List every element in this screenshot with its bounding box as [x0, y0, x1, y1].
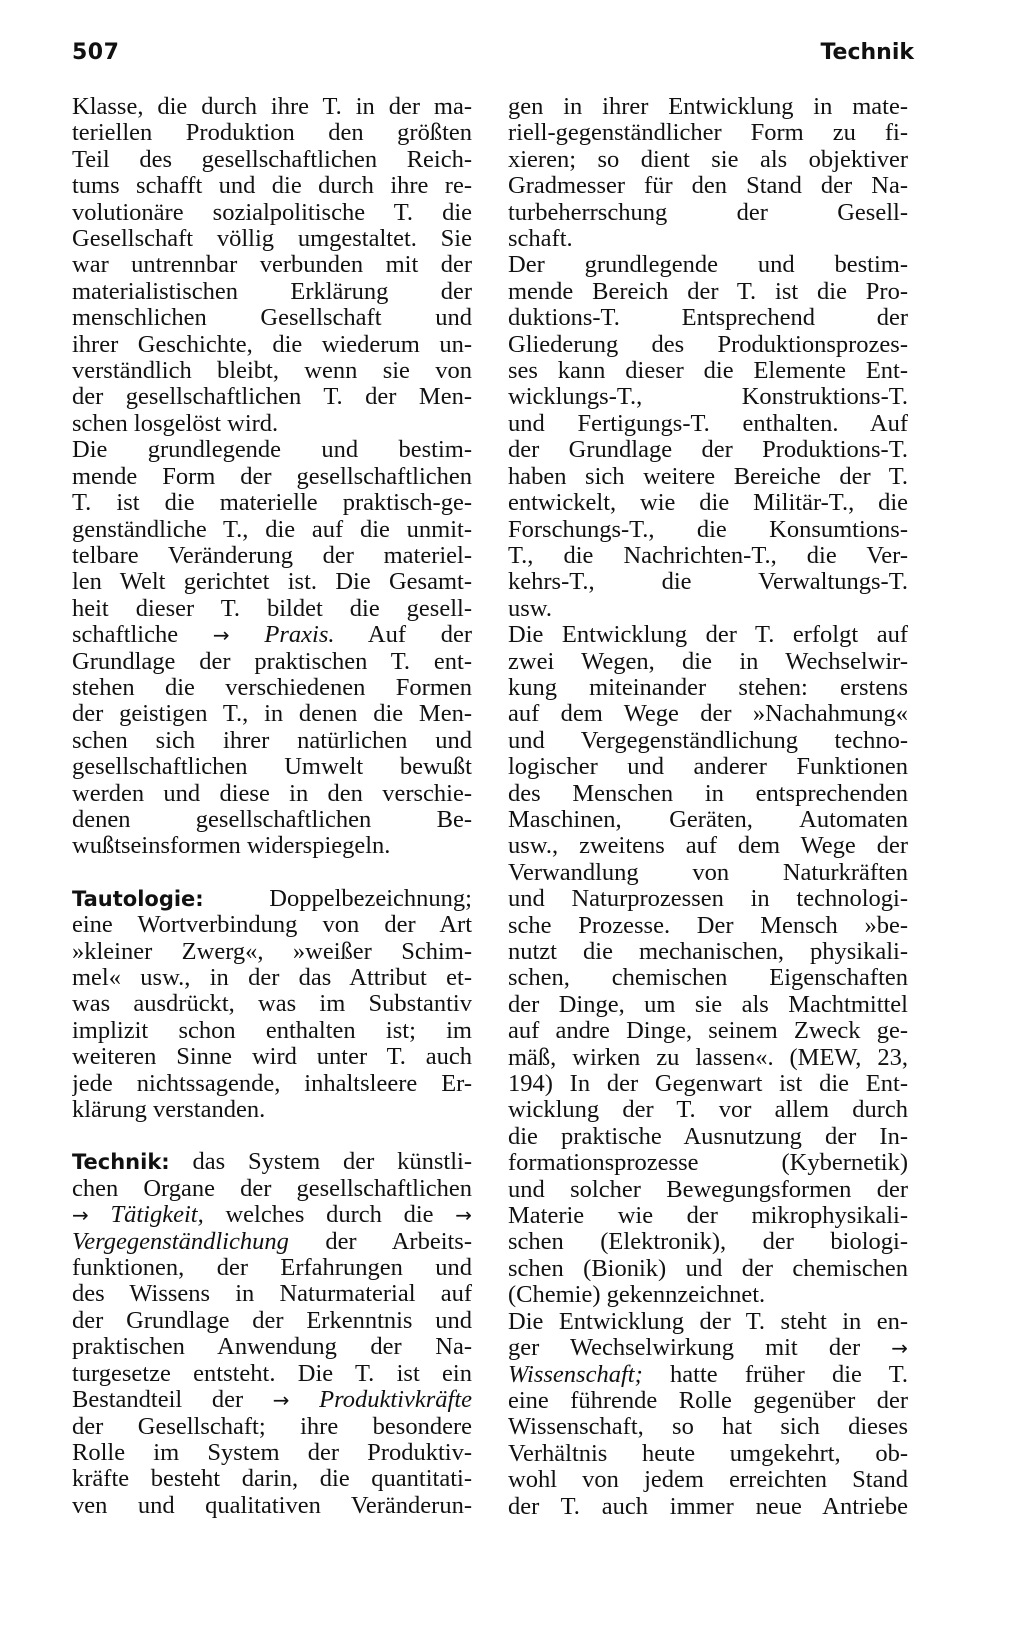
running-title: Technik [820, 40, 914, 65]
text-line: entwickelt, wie die Militär-T., die [508, 490, 908, 517]
text-line: schen (Elektronik), der biologi- [508, 1229, 908, 1256]
text-line: »kleiner Zwerg«, »weißer Schim- [72, 938, 472, 965]
text-line: schen, chemischen Eigenschaften [508, 965, 908, 992]
paragraph-fixieren [508, 94, 908, 252]
text-line: Klasse, die durch ihre T. in der ma- [72, 94, 472, 120]
text-line: schen sich ihrer natürlichen und [72, 727, 472, 754]
text-line: implizit schon enthalten ist; im [72, 1017, 472, 1044]
paragraph-klasse [72, 94, 472, 437]
text-line: der Gesellschaft; ihre besondere [72, 1413, 472, 1440]
text-line: klärung verstanden. [72, 1097, 266, 1124]
text-line: T. ist die materielle praktisch-ge- [72, 490, 472, 517]
text-line: mäß, wirken zu lassen«. (MEW, 23, [508, 1044, 908, 1071]
text-line: telbare Veränderung der materiel- [72, 542, 472, 569]
technik-line-ref2: Vergegenständlichung der Arbeits- [72, 1228, 472, 1255]
entry-technik-body-2 [72, 1414, 472, 1520]
paragraph-produktions-technik [508, 252, 908, 622]
technik-first-line: Technik: das System der künstli- [72, 1149, 472, 1176]
text-line: duktions-T. Entsprechend der [508, 305, 908, 332]
text-line: eine führende Rolle gegenüber der [508, 1387, 908, 1414]
entry-tautologie [72, 912, 472, 1123]
text-line: auf andre Dinge, seinem Zweck ge- [508, 1018, 908, 1045]
text-line: Materie wie der mikrophysikali- [508, 1203, 908, 1230]
text-line: der geistigen T., in denen die Men- [72, 701, 472, 728]
text-line: usw., zweitens auf dem Wege der [508, 833, 908, 860]
text-line: verständlich bleibt, wenn sie von [72, 358, 472, 385]
text-line: Gradmesser für den Stand der Na- [508, 173, 908, 200]
text-line: weiteren Sinne wird unter T. auch [72, 1044, 472, 1071]
text-line: schen losgelöst wird. [72, 410, 279, 437]
text-line: und Naturprozessen in technologi- [508, 886, 908, 913]
text-line: logischer und anderer Funktionen [508, 754, 908, 781]
text-line: Gesellschaft völlig umgestaltet. Sie [72, 226, 472, 253]
cross-ref-vergegenstaendlichung[interactable]: Vergegenständlichung [72, 1228, 289, 1255]
text-line: und Vergegenständlichung techno- [508, 727, 908, 754]
text-line: eine Wortverbindung von der Art [72, 912, 472, 939]
text-line: Teil des gesellschaftlichen Reich- [72, 146, 472, 173]
text-line: Der grundlegende und bestim- [508, 252, 908, 279]
text-line: Gliederung des Produktionsprozes- [508, 331, 908, 358]
text-line: (Chemie) gekennzeichnet. [508, 1282, 766, 1309]
wissenschaft-line-1: Die Entwicklung der T. steht in en- [508, 1308, 908, 1335]
text-line: kräfte besteht darin, die quantitati- [72, 1466, 472, 1493]
text-line: tums schafft und die durch ihre re- [72, 173, 472, 200]
text-line: sche Prozesse. Der Mensch »be- [508, 912, 908, 939]
text-line: des Wissens in Naturmaterial auf [72, 1281, 472, 1308]
text-line: volutionäre sozialpolitische T. die [72, 199, 472, 226]
text-line: Rolle im System der Produktiv- [72, 1439, 472, 1466]
text-line: heit dieser T. bildet die gesell- [72, 595, 472, 622]
text-line: teriellen Produktion den größten [72, 120, 472, 147]
praxis-line: schaftliche → Praxis. Auf der [72, 622, 472, 649]
text-line: die praktische Ausnutzung der In- [508, 1123, 908, 1150]
text-line: Die Entwicklung der T. erfolgt auf [508, 622, 908, 649]
text-line: der gesellschaftlichen T. der Men- [72, 384, 472, 411]
text-line: mende Form der gesellschaftlichen [72, 463, 472, 490]
text-line: menschlichen Gesellschaft und [72, 305, 472, 332]
text-line: der Grundlage der Produktions-T. [508, 437, 908, 464]
technik-line-ref1: → Tätigkeit, welches durch die → [72, 1202, 472, 1229]
page-number: 507 [72, 40, 120, 65]
text-line: len Welt gerichtet ist. Die Gesamt- [72, 569, 472, 596]
text-line: stehen die verschiedenen Formen [72, 674, 472, 701]
text-line: war untrennbar verbunden mit der [72, 252, 472, 279]
right-column [508, 94, 908, 1520]
text-line: ses kann dieser die Elemente Ent- [508, 358, 908, 385]
text-line: formationsprozesse (Kybernetik) [508, 1150, 908, 1177]
text-line: und solcher Bewegungsformen der [508, 1176, 908, 1203]
lemma-technik: Technik: [72, 1150, 170, 1175]
technik-line-ref3: Bestandteil der → Produktivkräfte [72, 1387, 472, 1414]
text-line: der Dinge, um sie als Machtmittel [508, 991, 908, 1018]
text-line: T., die Nachrichten-T., die Ver- [508, 542, 908, 569]
text-line: und Fertigungs-T. enthalten. Auf [508, 410, 908, 437]
text-line: denen gesellschaftlichen Be- [72, 806, 472, 833]
text-line: der Grundlage der Erkenntnis und [72, 1307, 472, 1334]
text-line: nutzt die mechanischen, physikali- [508, 939, 908, 965]
text-line: mende Bereich der T. ist die Pro- [508, 278, 908, 305]
text-line: turgesetze entsteht. Die T. ist ein [72, 1360, 472, 1387]
entry-technik-body [72, 1255, 472, 1387]
text-line: praktischen Anwendung der Na- [72, 1334, 472, 1361]
text-line: Grundlage der praktischen T. ent- [72, 648, 472, 675]
paragraph-entwicklung-wege [508, 622, 908, 1309]
text-line: xieren; so dient sie als objektiver [508, 146, 908, 173]
text-line: turbeherrschung der Gesell- [508, 199, 908, 226]
text-line: riell-gegenständlicher Form zu fi- [508, 120, 908, 147]
text-line: kehrs-T., die Verwaltungs-T. [508, 569, 908, 596]
text-line: was ausdrückt, was im Substantiv [72, 991, 472, 1018]
wissenschaft-line-3: Wissenschaft; hatte früher die T. [508, 1361, 908, 1388]
text-line: des Menschen in entsprechenden [508, 780, 908, 807]
text-line: Maschinen, Geräten, Automaten [508, 806, 908, 833]
text-line: gen in ihrer Entwicklung in mate- [508, 94, 908, 120]
text-line: auf dem Wege der »Nachahmung« [508, 701, 908, 728]
text-line: Die grundlegende und bestim- [72, 437, 472, 464]
text-line: Wissenschaft, so hat sich dieses [508, 1414, 908, 1441]
text-line: mel« usw., in der das Attribut et- [72, 965, 472, 991]
paragraph-grundlegende-form [72, 437, 472, 622]
tautologie-first-line: Tautologie: Doppelbezeichnung; [72, 885, 472, 912]
text-line: materialistischen Erklärung der [72, 278, 472, 305]
text-line: schen (Bionik) und der chemischen [508, 1255, 908, 1282]
text-line: werden und diese in den verschie- [72, 780, 472, 807]
cross-ref-produktivkraefte[interactable]: Produktivkräfte [319, 1387, 472, 1414]
cross-ref-praxis[interactable]: Praxis. [264, 622, 335, 649]
text-line: genständliche T., die auf die unmit- [72, 516, 472, 543]
text-line: Forschungs-T., die Konsumtions- [508, 516, 908, 543]
text-line: wicklung der T. vor allem durch [508, 1097, 908, 1124]
text-line: wohl von jedem erreichten Stand [508, 1467, 908, 1494]
text-line: ven und qualitativen Veränderun- [72, 1492, 472, 1519]
text-line: funktionen, der Erfahrungen und [72, 1255, 472, 1282]
lemma-tautologie: Tautologie: [72, 886, 204, 911]
text-line: haben sich weitere Bereiche der T. [508, 463, 908, 490]
text-line: der T. auch immer neue Antriebe [508, 1493, 908, 1520]
text-line: wußtseinsformen widerspiegeln. [72, 833, 391, 860]
text-line: Verwandlung von Naturkräften [508, 859, 908, 886]
technik-line: chen Organe der gesellschaftlichen [72, 1175, 472, 1202]
text-line: wicklungs-T., Konstruktions-T. [508, 384, 908, 411]
wissenschaft-line-2: ger Wechselwirkung mit der → [508, 1335, 908, 1362]
text-line: ihrer Geschichte, die wiederum un- [72, 331, 472, 358]
text-line: kung miteinander stehen: erstens [508, 674, 908, 701]
text-line: jede nichtssagende, inhaltsleere Er- [72, 1070, 472, 1097]
text-line: zwei Wegen, die in Wechselwir- [508, 648, 908, 675]
left-column [72, 94, 472, 1519]
text-line: usw. [508, 595, 553, 622]
cross-ref-taetigkeit[interactable]: Tätigkeit, [110, 1202, 204, 1229]
text-line: Verhältnis heute umgekehrt, ob- [508, 1440, 908, 1467]
text-line: 194) In der Gegenwart ist die Ent- [508, 1071, 908, 1098]
paragraph-geistige-technik [72, 649, 472, 860]
text-line: gesellschaftlichen Umwelt bewußt [72, 754, 472, 781]
text-line: schaft. [508, 226, 573, 253]
paragraph-wissenschaft [508, 1388, 908, 1520]
cross-ref-wissenschaft[interactable]: Wissenschaft; [508, 1361, 643, 1388]
